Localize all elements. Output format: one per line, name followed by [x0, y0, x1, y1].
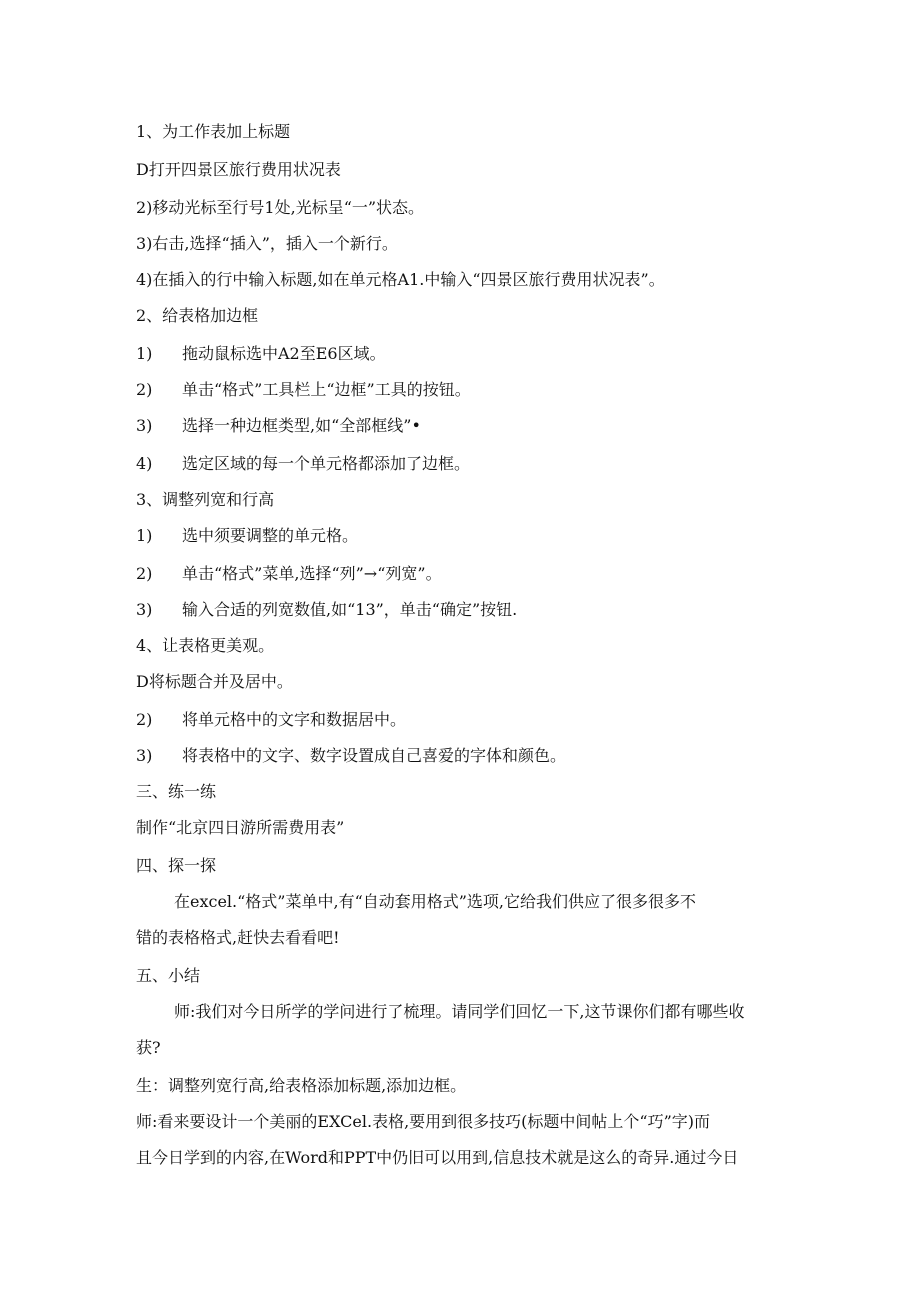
numbered-step: [136, 344, 386, 364]
line-text: 四、探一探: [136, 856, 217, 875]
line-text: 输入合适的列宽数值,如“13”，单击“确定”按钮.: [182, 600, 518, 619]
practice-task: [136, 818, 344, 838]
numbered-step: [136, 710, 406, 730]
section-heading-1: [136, 122, 290, 142]
line-text: 获?: [136, 1038, 161, 1057]
step-line: [136, 198, 424, 218]
line-text: 将表格中的文字、数字设置成自己喜爱的字体和颜色。: [182, 746, 567, 765]
step-number: 1): [136, 526, 153, 545]
step-number: 4): [136, 454, 153, 473]
line-text: 师:看来要设计一个美丽的EXCel.表格,要用到很多技巧(标题中间帖上个“巧”字)而: [136, 1112, 711, 1131]
line-text: 选择一种边框类型,如“全部框线”•: [182, 416, 421, 435]
numbered-step: [136, 746, 566, 766]
step-line: [136, 234, 398, 254]
section-heading-3: [136, 490, 274, 510]
step-number: 3): [136, 600, 153, 619]
line-text: 2)移动光标至行号1处,光标呈“一”状态。: [136, 198, 425, 217]
section-heading-summary: [136, 966, 200, 986]
numbered-step: [136, 380, 471, 400]
section-heading-practice: [136, 782, 216, 802]
teacher-paragraph-line-1: [174, 1002, 744, 1022]
line-text: 五、小结: [136, 966, 201, 985]
line-text: 拖动鼠标选中A2至E6区域。: [182, 344, 386, 363]
numbered-step: [136, 454, 470, 474]
line-text: 选定区域的每一个单元格都添加了边框。: [182, 454, 471, 473]
line-text: 选中须要调整的单元格。: [182, 526, 359, 545]
teacher-paragraph-2-line-2: [136, 1148, 738, 1168]
line-text: 错的表格格式,赶快去看看吧!: [136, 928, 340, 947]
step-line: [136, 672, 293, 692]
explore-paragraph-line-2: [136, 928, 340, 948]
line-text: 三、练一练: [136, 782, 217, 801]
line-text: 生：调整列宽行高,给表格添加标题,添加边框。: [136, 1076, 467, 1095]
numbered-step: [136, 526, 358, 546]
numbered-step: [136, 600, 517, 620]
section-heading-2: [136, 306, 258, 326]
line-text: 单击“格式”工具栏上“边框”工具的按钮。: [182, 380, 471, 399]
line-text: 4、让表格更美观。: [136, 636, 275, 655]
teacher-paragraph-2-line-1: [136, 1112, 710, 1132]
explore-paragraph-line-1: [174, 892, 696, 912]
line-text: 将单元格中的文字和数据居中。: [182, 710, 407, 729]
step-number: 2): [136, 710, 153, 729]
step-number: 3): [136, 416, 153, 435]
line-text: 1、为工作表加上标题: [136, 122, 291, 141]
teacher-paragraph-line-2: [136, 1038, 161, 1058]
line-text: D打开四景区旅行费用状况表: [136, 160, 341, 179]
line-text: 单击“格式”菜单,选择“列”→“列宽”。: [182, 564, 442, 583]
step-number: 2): [136, 380, 153, 399]
line-text: 在excel.“格式”菜单中,有“自动套用格式”选项,它给我们供应了很多很多不: [174, 892, 697, 911]
step-line: [136, 270, 665, 290]
line-text: 3)右击,选择“插入”，插入一个新行。: [136, 234, 398, 253]
student-paragraph: [136, 1076, 466, 1096]
line-text: D将标题合并及居中。: [136, 672, 293, 691]
step-number: 3): [136, 746, 153, 765]
line-text: 3、调整列宽和行高: [136, 490, 275, 509]
line-text: 且今日学到的内容,在Word和PPT中仍旧可以用到,信息技术就是这么的奇异.通过今日: [136, 1148, 739, 1167]
numbered-step: [136, 416, 421, 436]
step-number: 2): [136, 564, 153, 583]
section-heading-explore: [136, 856, 216, 876]
line-text: 师:我们对今日所学的学问进行了梳理。请同学们回忆一下,这节课你们都有哪些收: [174, 1002, 745, 1021]
line-text: 制作“北京四日游所需费用表”: [136, 818, 345, 837]
step-line: [136, 160, 341, 180]
line-text: 4)在插入的行中输入标题,如在单元格A1.中输入“四景区旅行费用状况表”。: [136, 270, 665, 289]
step-number: 1): [136, 344, 153, 363]
line-text: 2、给表格加边框: [136, 306, 259, 325]
numbered-step: [136, 564, 442, 584]
section-heading-4: [136, 636, 274, 656]
